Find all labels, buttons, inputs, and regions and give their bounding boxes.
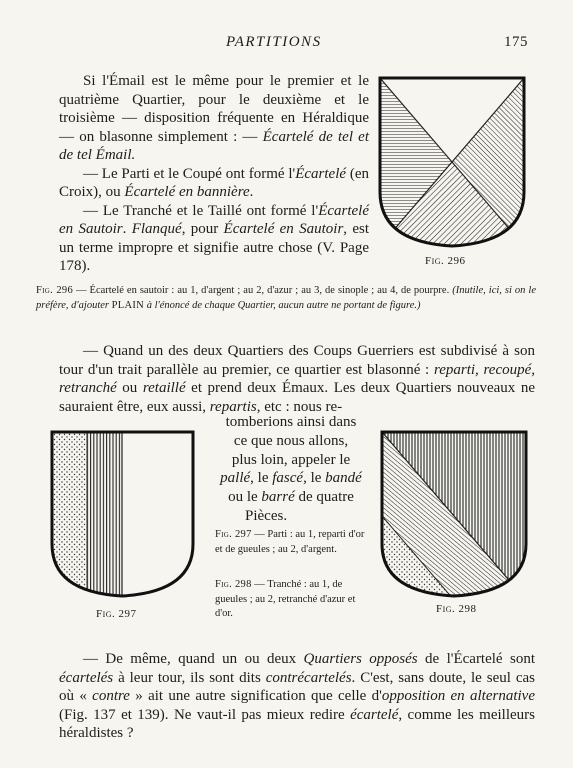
para1-emphasis-4: Écartelé en Sautoir [59,202,369,237]
middle-sep-2: , le [303,470,326,487]
caption-296-note-a: (Inutile, ici, si on le préfère, d'ajouter [36,285,536,311]
para2-italic-2: retaillé [142,380,186,396]
para3-italic-3: contrécartelés [265,669,352,686]
caption-298-text: — Tranché : au 1, de gueules ; au 2, retranché d'azur et d'or. [215,579,356,619]
para3-italic-6: écartelé [350,706,399,723]
middle-text-column [215,413,367,526]
para1-punct-1: . [249,184,254,200]
para3-part-f: (Fig. 137 et 139). Ne vaut-il pas mieux redire [59,706,351,723]
middle-sep-1: , le [250,470,273,487]
caption-297-lead: Fig. 297 [215,529,252,540]
para1-sentence-5: , pour [181,221,224,237]
caption-298-lead: Fig. 298 [215,579,252,590]
middle-sep-3: ou le [228,489,262,506]
para1-emphasis-1: Écartelé de tel et de tel Émail. [59,128,369,163]
caption-297-text: — Parti : au 1, reparti d'or et de gueules ; au 2, d'argent. [215,529,365,555]
para3-part-e: » ait une autre signification que celle d' [129,688,382,704]
para3-italic-2: écartelés [59,669,114,686]
term-palle: pallé [220,470,251,487]
para3-part-d: . C'est, sans doute, le seul cas où « [59,669,535,704]
para3-part-a: — De même, quand un ou deux [83,651,304,667]
middle-line-6: Pièces. [245,507,288,524]
middle-line-3: plus loin, appeler le [231,451,351,468]
para3-italic-4: contre [92,688,130,704]
para3-italic-1: Quartiers opposés [303,651,418,667]
para2-text [59,342,535,416]
para3-italic-5: opposition en alternative [381,688,535,704]
para1-emphasis-6: Écartelé en Sautoir [223,221,344,237]
term-bande: bandé [325,470,362,487]
middle-line-5 [215,488,367,507]
para2-part-b: ou [116,380,143,396]
para3-part-g: , comme les meilleurs héraldistes ? [59,706,535,741]
figure-298-caption [215,578,365,622]
para1-sentence-6: , est un terme impropre et signifie autre chose (V. Page 178). [59,221,370,274]
para3-part-c: à leur tour, ils sont dits [113,669,266,686]
figure-296-shield [376,74,528,250]
term-fasce: fascé [272,470,304,487]
para3-part-b: de l'Écartelé sont [417,651,535,667]
figure-296-caption [36,284,536,313]
figure-296-label: Fig. 296 [425,255,466,267]
para1-text [59,72,369,165]
figure-297-shield [48,428,197,600]
figure-298-label: Fig. 298 [436,603,477,615]
figure-298-shield [378,428,530,600]
caption-296-text: — Écartelé en sautoir : au 1, d'argent ; au 2, d'azur ; au 3, de sinople ; au 4, de pourpre. [73,285,453,296]
para2-part-c: et prend deux Émaux. Les deux Quartiers nouveaux ne sauraient être, eux aussi, [59,380,535,415]
para1-emphasis-3: Écartelé en bannière [124,184,250,200]
caption-296-note-b: à l'énoncé de chaque Quartier, aucun autre ne portant de figure.) [144,299,421,311]
para1-sentence-4: — Le Tranché et le Taillé ont formé l' [83,202,319,219]
para1-punct-2: . [122,221,132,237]
para2-part-d: , etc : nous re- [256,398,343,415]
para2-part-a: — Quand un des deux Quartiers des Coups Guerriers est subdivisé à son tour d'un trait parallèle au premier, ce quartier est blasonné : [59,343,535,378]
para1-sentence-3: (en Croix), ou [59,165,370,200]
para1-text-2 [59,165,369,202]
para1-text-3 [59,202,369,276]
para2-italic-3: repartis [209,398,257,415]
para1-sentence-2: — Le Parti et le Coupé ont formé l' [83,165,296,182]
paragraph-1 [59,72,369,276]
running-head: PARTITIONS [226,34,322,50]
figure-297-caption [215,528,365,557]
term-barre: barré [261,489,295,506]
caption-296-lead: Fig. 296 [36,285,74,296]
middle-line-4 [215,469,367,488]
paragraph-2 [59,342,535,416]
middle-sep-4: de quatre [294,489,354,506]
para1-emphasis-5: Flanqué [131,221,182,237]
para1-sentence-1: Si l'Émail est le même pour le premier et le quatrième Quartier, pour le deuxième et le troisième — disposition fréquente en Héraldique — on blasonne simplement : — [59,73,369,145]
page-number: 175 [504,34,528,50]
middle-line-2: ce que nous allons, [233,432,349,449]
figure-297-label: Fig. 297 [96,608,137,620]
para2-italic-1: reparti, recoupé, retranché [59,361,536,396]
middle-line-1: tomberions ainsi dans [225,414,357,430]
paragraph-3 [59,650,535,743]
para1-emphasis-2: Écartelé [295,165,347,182]
page-header [0,34,573,54]
para3-text [59,650,535,743]
caption-296-plain: PLAIN [111,299,145,311]
